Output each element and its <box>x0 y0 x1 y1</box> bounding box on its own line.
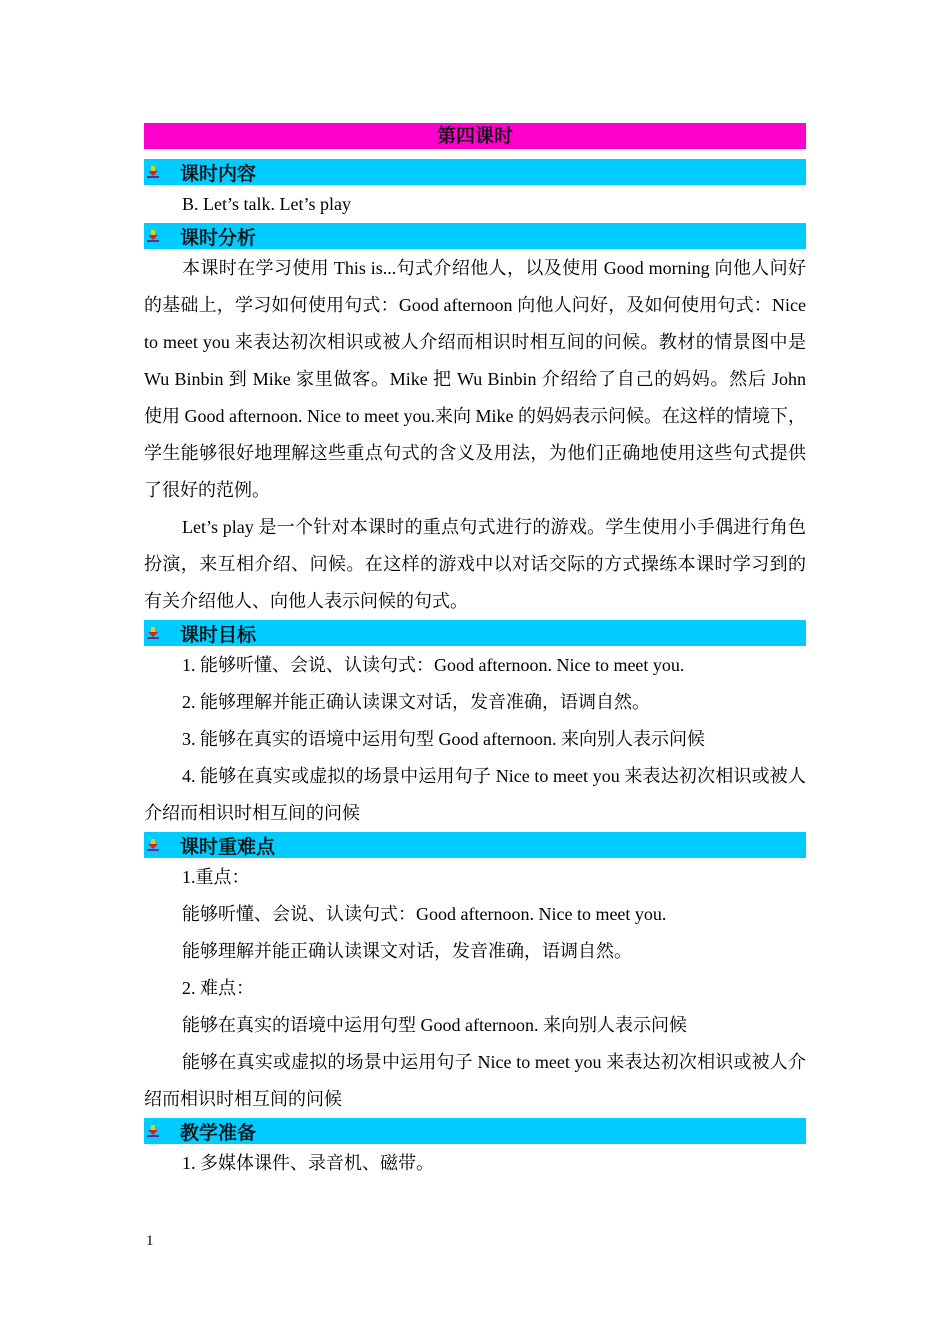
paragraph: Let’s play 是一个针对本课时的重点句式进行的游戏。学生使用小手偶进行角色扮演，来互相介绍、问候。在这样的游戏中以对话交际的方式操练本课时学习到的有关介绍他人、向他人表示问候的句式。 <box>144 517 806 611</box>
list-item: 1. 能够听懂、会说、认读句式：Good afternoon. Nice to meet you. <box>182 655 685 675</box>
paragraph: 2. 难点： <box>182 978 254 998</box>
paragraph: 能够听懂、会说、认读句式：Good afternoon. Nice to meet you. <box>182 904 667 924</box>
paragraph: B. Let’s talk. Let’s play <box>182 194 351 214</box>
down-arrow-bullet-icon <box>146 1124 160 1138</box>
list-item: 2. 能够理解并能正确认读课文对话，发音准确，语调自然。 <box>182 692 650 712</box>
section-heading-label: 教学准备 <box>180 1121 257 1144</box>
paragraph: 能够在真实或虚拟的场景中运用句子 Nice to meet you 来表达初次相识或被人介绍而相识时相互间的问候 <box>144 1052 806 1109</box>
section-heading-label: 课时目标 <box>180 623 257 646</box>
section-heading-preparation <box>144 1118 806 1144</box>
paragraph: 能够在真实的语境中运用句型 Good afternoon. 来向别人表示问候 <box>182 1015 687 1035</box>
section-heading-label: 课时内容 <box>180 162 257 185</box>
section-heading-key-points <box>144 832 806 858</box>
section-heading-content <box>144 159 806 185</box>
page-number: 1 <box>146 1233 154 1249</box>
down-arrow-bullet-icon <box>146 229 160 243</box>
paragraph: 1.重点： <box>182 867 250 887</box>
section-heading-analysis <box>144 223 806 249</box>
list-item: 4. 能够在真实或虚拟的场景中运用句子 Nice to meet you 来表达初次相识或被人介绍而相识时相互间的问候 <box>144 766 806 823</box>
lesson-title: 第四课时 <box>144 123 806 149</box>
list-item: 3. 能够在真实的语境中运用句型 Good afternoon. 来向别人表示问候 <box>182 729 705 749</box>
down-arrow-bullet-icon <box>146 838 160 852</box>
list-item: 1. 多媒体课件、录音机、磁带。 <box>182 1153 434 1173</box>
paragraph: 能够理解并能正确认读课文对话，发音准确，语调自然。 <box>182 941 632 961</box>
section-heading-label: 课时分析 <box>180 226 257 249</box>
section-heading-goals <box>144 620 806 646</box>
document-page <box>144 123 806 1182</box>
section-heading-label: 课时重难点 <box>180 835 276 858</box>
paragraph: 本课时在学习使用 This is...句式介绍他人，以及使用 Good morning 向他人问好的基础上，学习如何使用句式：Good afternoon 向他人问好，及如何使用句式：Nice to meet you 来表达初次相识或被人介绍而相识时相互间的问候。教材的情景图中是 Wu Binbin 到 Mike 家里做客。Mike 把 Wu Binbin 介绍给了自己的妈妈。然后 John 使用 Good afternoon. Nice to meet you.来向 Mike 的妈妈表示问候。在这样的情境下，学生能够很好地理解这些重点句式的含义及用法，为他们正确地使用这些句式提供了很好的范例。 <box>144 258 806 500</box>
down-arrow-bullet-icon <box>146 626 160 640</box>
down-arrow-bullet-icon <box>146 165 160 179</box>
